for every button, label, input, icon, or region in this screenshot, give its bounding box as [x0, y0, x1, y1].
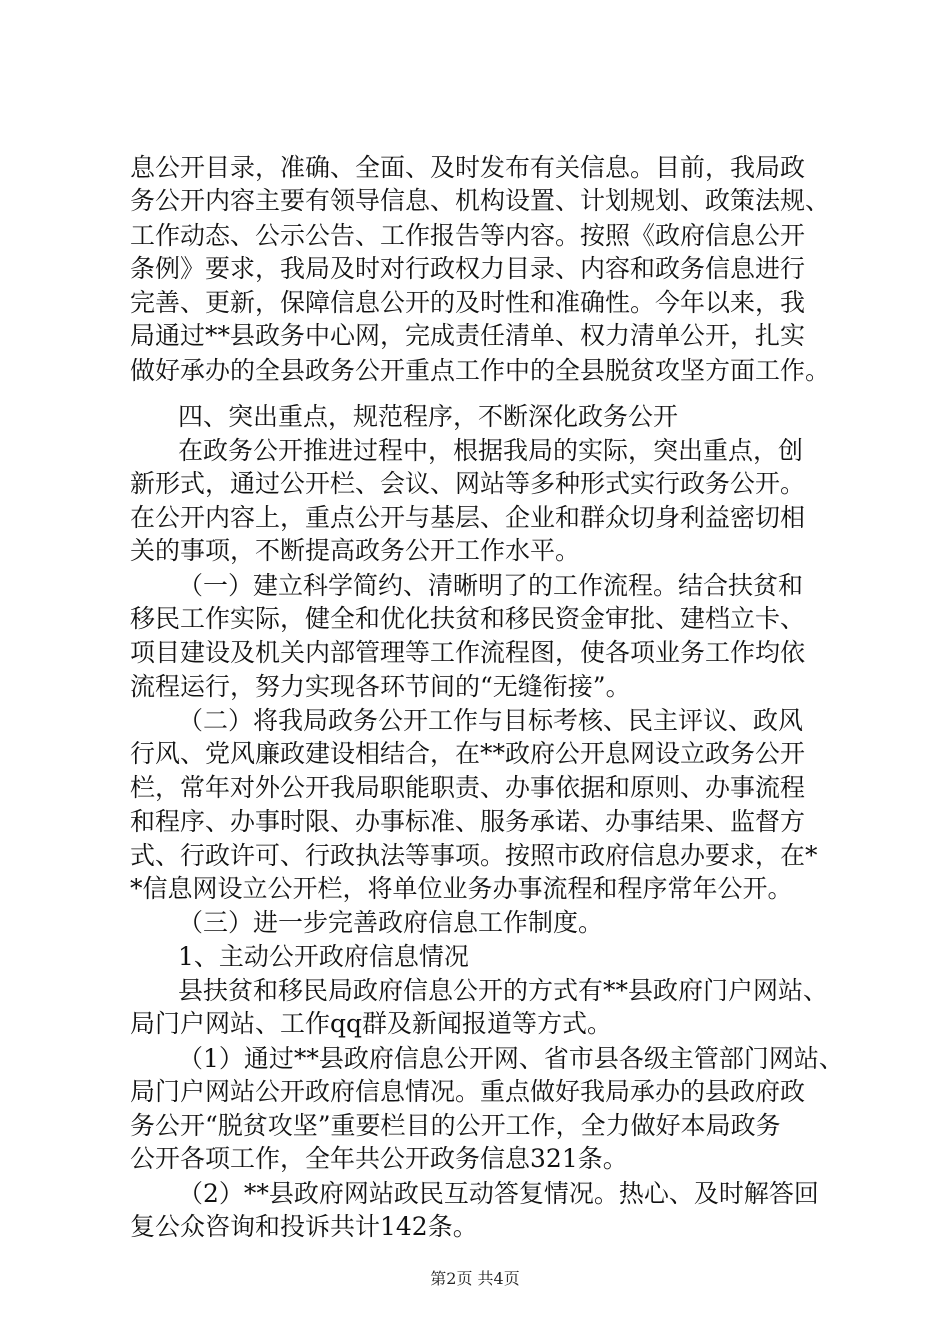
text-line: 行风、党风廉政建设相结合，在**政府公开息网设立政务公开	[130, 739, 806, 768]
text-line: 县扶贫和移民局政府信息公开的方式有**县政府门户网站、	[178, 976, 829, 1005]
text-line: 公开各项工作，全年共公开政务信息321条。	[130, 1144, 628, 1173]
text-line: 流程运行，努力实现各环节间的“无缝衔接”。	[130, 672, 631, 701]
text-line: 和程序、办事时限、办事标准、服务承诺、办事结果、监督方	[130, 807, 806, 836]
text-line: 项目建设及机关内部管理等工作流程图，使各项业务工作均依	[130, 638, 806, 667]
text-line: （一）建立科学简约、清晰明了的工作流程。结合扶贫和	[178, 571, 804, 600]
text-line: 息公开目录，准确、全面、及时发布有关信息。目前，我局政	[130, 153, 806, 182]
text-line: 局门户网站公开政府信息情况。重点做好我局承办的县政府政	[130, 1077, 806, 1106]
text-line: 式、行政许可、行政执法等事项。按照市政府信息办要求，在*	[130, 841, 818, 870]
text-line: *信息网设立公开栏，将单位业务办事流程和程序常年公开。	[130, 874, 793, 903]
text-line: 移民工作实际，健全和优化扶贫和移民资金审批、建档立卡、	[130, 604, 806, 633]
text-line: 务公开“脱贫攻坚”重要栏目的公开工作，全力做好本局政务	[130, 1111, 781, 1140]
text-line: 新形式，通过公开栏、会议、网站等多种形式实行政务公开。	[130, 469, 806, 498]
text-line: 局通过**县政务中心网，完成责任清单、权力清单公开，扎实	[130, 321, 806, 350]
text-line: 四、突出重点，规范程序，不断深化政务公开	[178, 402, 679, 431]
text-line: （2）**县政府网站政民互动答复情况。热心、及时解答回	[178, 1179, 819, 1208]
text-line: （1）通过**县政府信息公开网、省市县各级主管部门网站、	[178, 1044, 844, 1073]
text-line: （三）进一步完善政府信息工作制度。	[178, 908, 604, 937]
page-footer: 第2页 共4页	[430, 1269, 520, 1288]
text-line: 关的事项，不断提高政务公开工作水平。	[130, 536, 581, 565]
text-line: 在政务公开推进过程中，根据我局的实际，突出重点，创	[178, 436, 804, 465]
text-line: 1、主动公开政府信息情况	[178, 942, 469, 971]
text-line: 工作动态、公示公告、工作报告等内容。按照《政府信息公开	[130, 221, 806, 250]
text-line: 局门户网站、工作qq群及新闻报道等方式。	[130, 1009, 613, 1038]
text-line: 做好承办的全县政务公开重点工作中的全县脱贫攻坚方面工作。	[130, 356, 831, 385]
text-line: 务公开内容主要有领导信息、机构设置、计划规划、政策法规、	[130, 186, 831, 215]
text-line: 栏，常年对外公开我局职能职责、办事依据和原则、办事流程	[130, 773, 806, 802]
text-line: （二）将我局政务公开工作与目标考核、民主评议、政风	[178, 706, 804, 735]
text-line: 复公众咨询和投诉共计142条。	[130, 1212, 478, 1241]
text-line: 在公开内容上，重点公开与基层、企业和群众切身利益密切相	[130, 503, 806, 532]
text-line: 完善、更新，保障信息公开的及时性和准确性。今年以来，我	[130, 288, 806, 317]
text-line: 条例》要求，我局及时对行政权力目录、内容和政务信息进行	[130, 254, 806, 283]
